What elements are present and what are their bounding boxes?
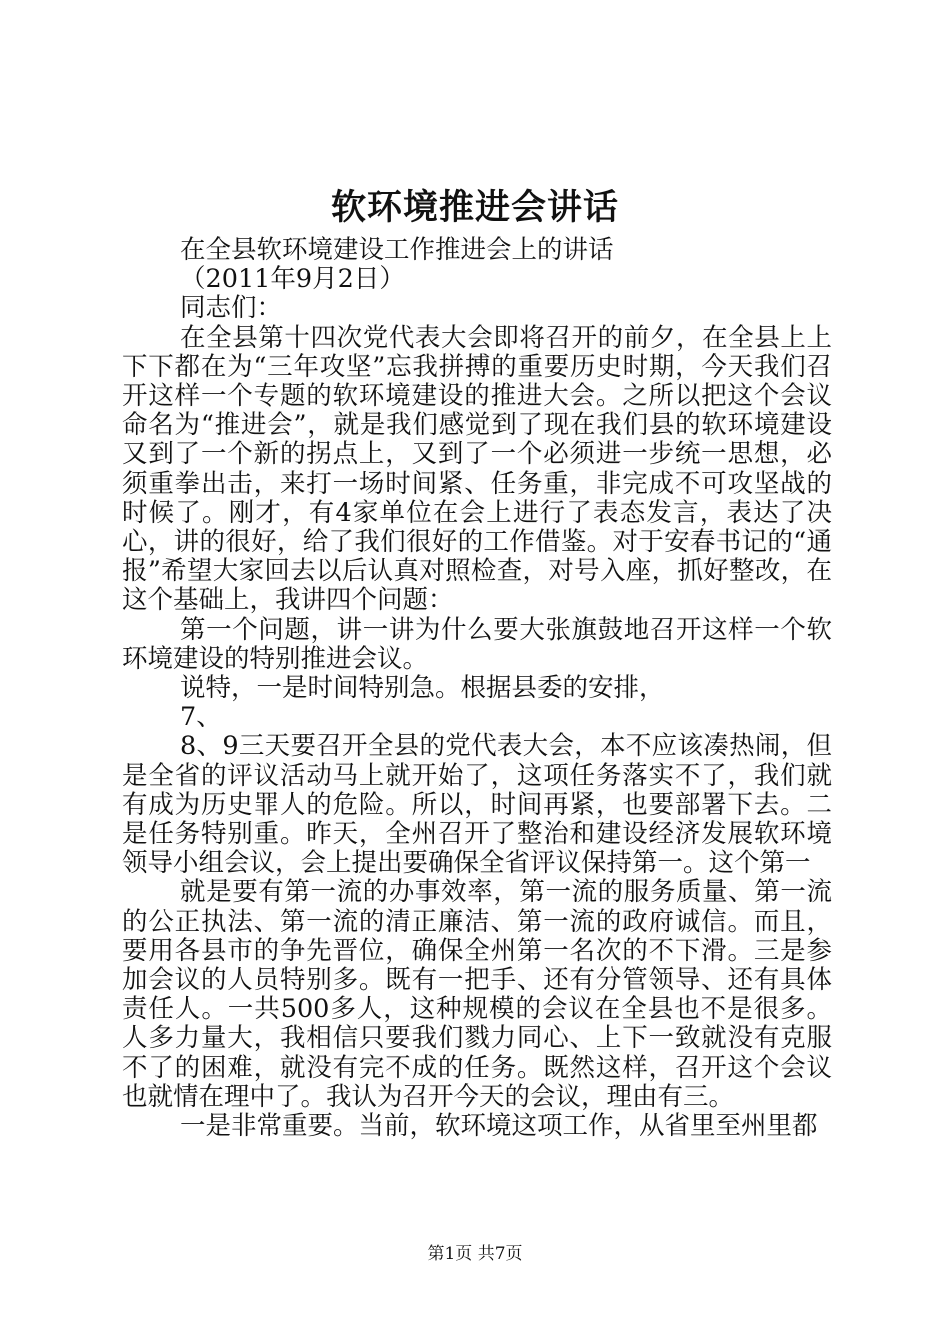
speech-heading: 在全县软环境建设工作推进会上的讲话 [180,235,614,265]
body-paragraph: 说特，一是时间特别急。根据县委的安排， [180,673,665,704]
salutation: 同志们： [180,293,283,324]
document-body [122,236,832,1141]
speech-date: （2011年9月2日） [180,264,405,295]
body-paragraph: 就是要有第一流的办事效率，第一流的服务质量、第一流的公正执法、第一流的清正廉洁、第一流的政府诚信。而且，要用各县市的争先晋位，确保全州第一名次的不下滑。三是参加会议的人员特别多。既有一把手、还有分管领导、还有具体责任人。一共500多人，这种规模的会议在全县也不是很多。人多力量大，我相信只要我们戮力同心、上下一致就没有克服不了的困难，就没有完不成的任务。既然这样，召开这个会议也就情在理中了。我认为召开今天的会议，理由有三。 [122,877,832,1112]
body-paragraph: 8、9三天要召开全县的党代表大会，本不应该凑热闹，但是全省的评议活动马上就开始了，这项任务落实不了，我们就有成为历史罪人的危险。所以，时间再紧，也要部署下去。二是任务特别重。昨天，全州召开了整治和建设经济发展软环境领导小组会议，会上提出要确保全省评议保持第一。这个第一 [122,731,832,879]
body-paragraph: 在全县第十四次党代表大会即将召开的前夕，在全县上上下下都在为“三年攻坚”忘我拼搏的重要历史时期，今天我们召开这样一个专题的软环境建设的推进大会。之所以把这个会议命名为“推进会”，就是我们感觉到了现在我们县的软环境建设又到了一个新的拐点上，又到了一个必须进一步统一思想，必须重拳出击，来打一场时间紧、任务重，非完成不可攻坚战的时候了。刚才，有4家单位在会上进行了表态发言，表达了决心，讲的很好，给了我们很好的工作借鉴。对于安春书记的“通报”希望大家回去以后认真对照检查，对号入座，抓好整改，在这个基础上，我讲四个问题： [122,322,832,616]
body-paragraph: 7、 [180,702,222,733]
body-paragraph: 一是非常重要。当前，软环境这项工作，从省里至州里都 [180,1111,818,1142]
page-number-footer: 第1页 共7页 [427,1244,523,1264]
body-paragraph: 第一个问题，讲一讲为什么要大张旗鼓地召开这样一个软环境建设的特别推进会议。 [122,614,832,674]
document-title: 软环境推进会讲话 [330,187,619,228]
